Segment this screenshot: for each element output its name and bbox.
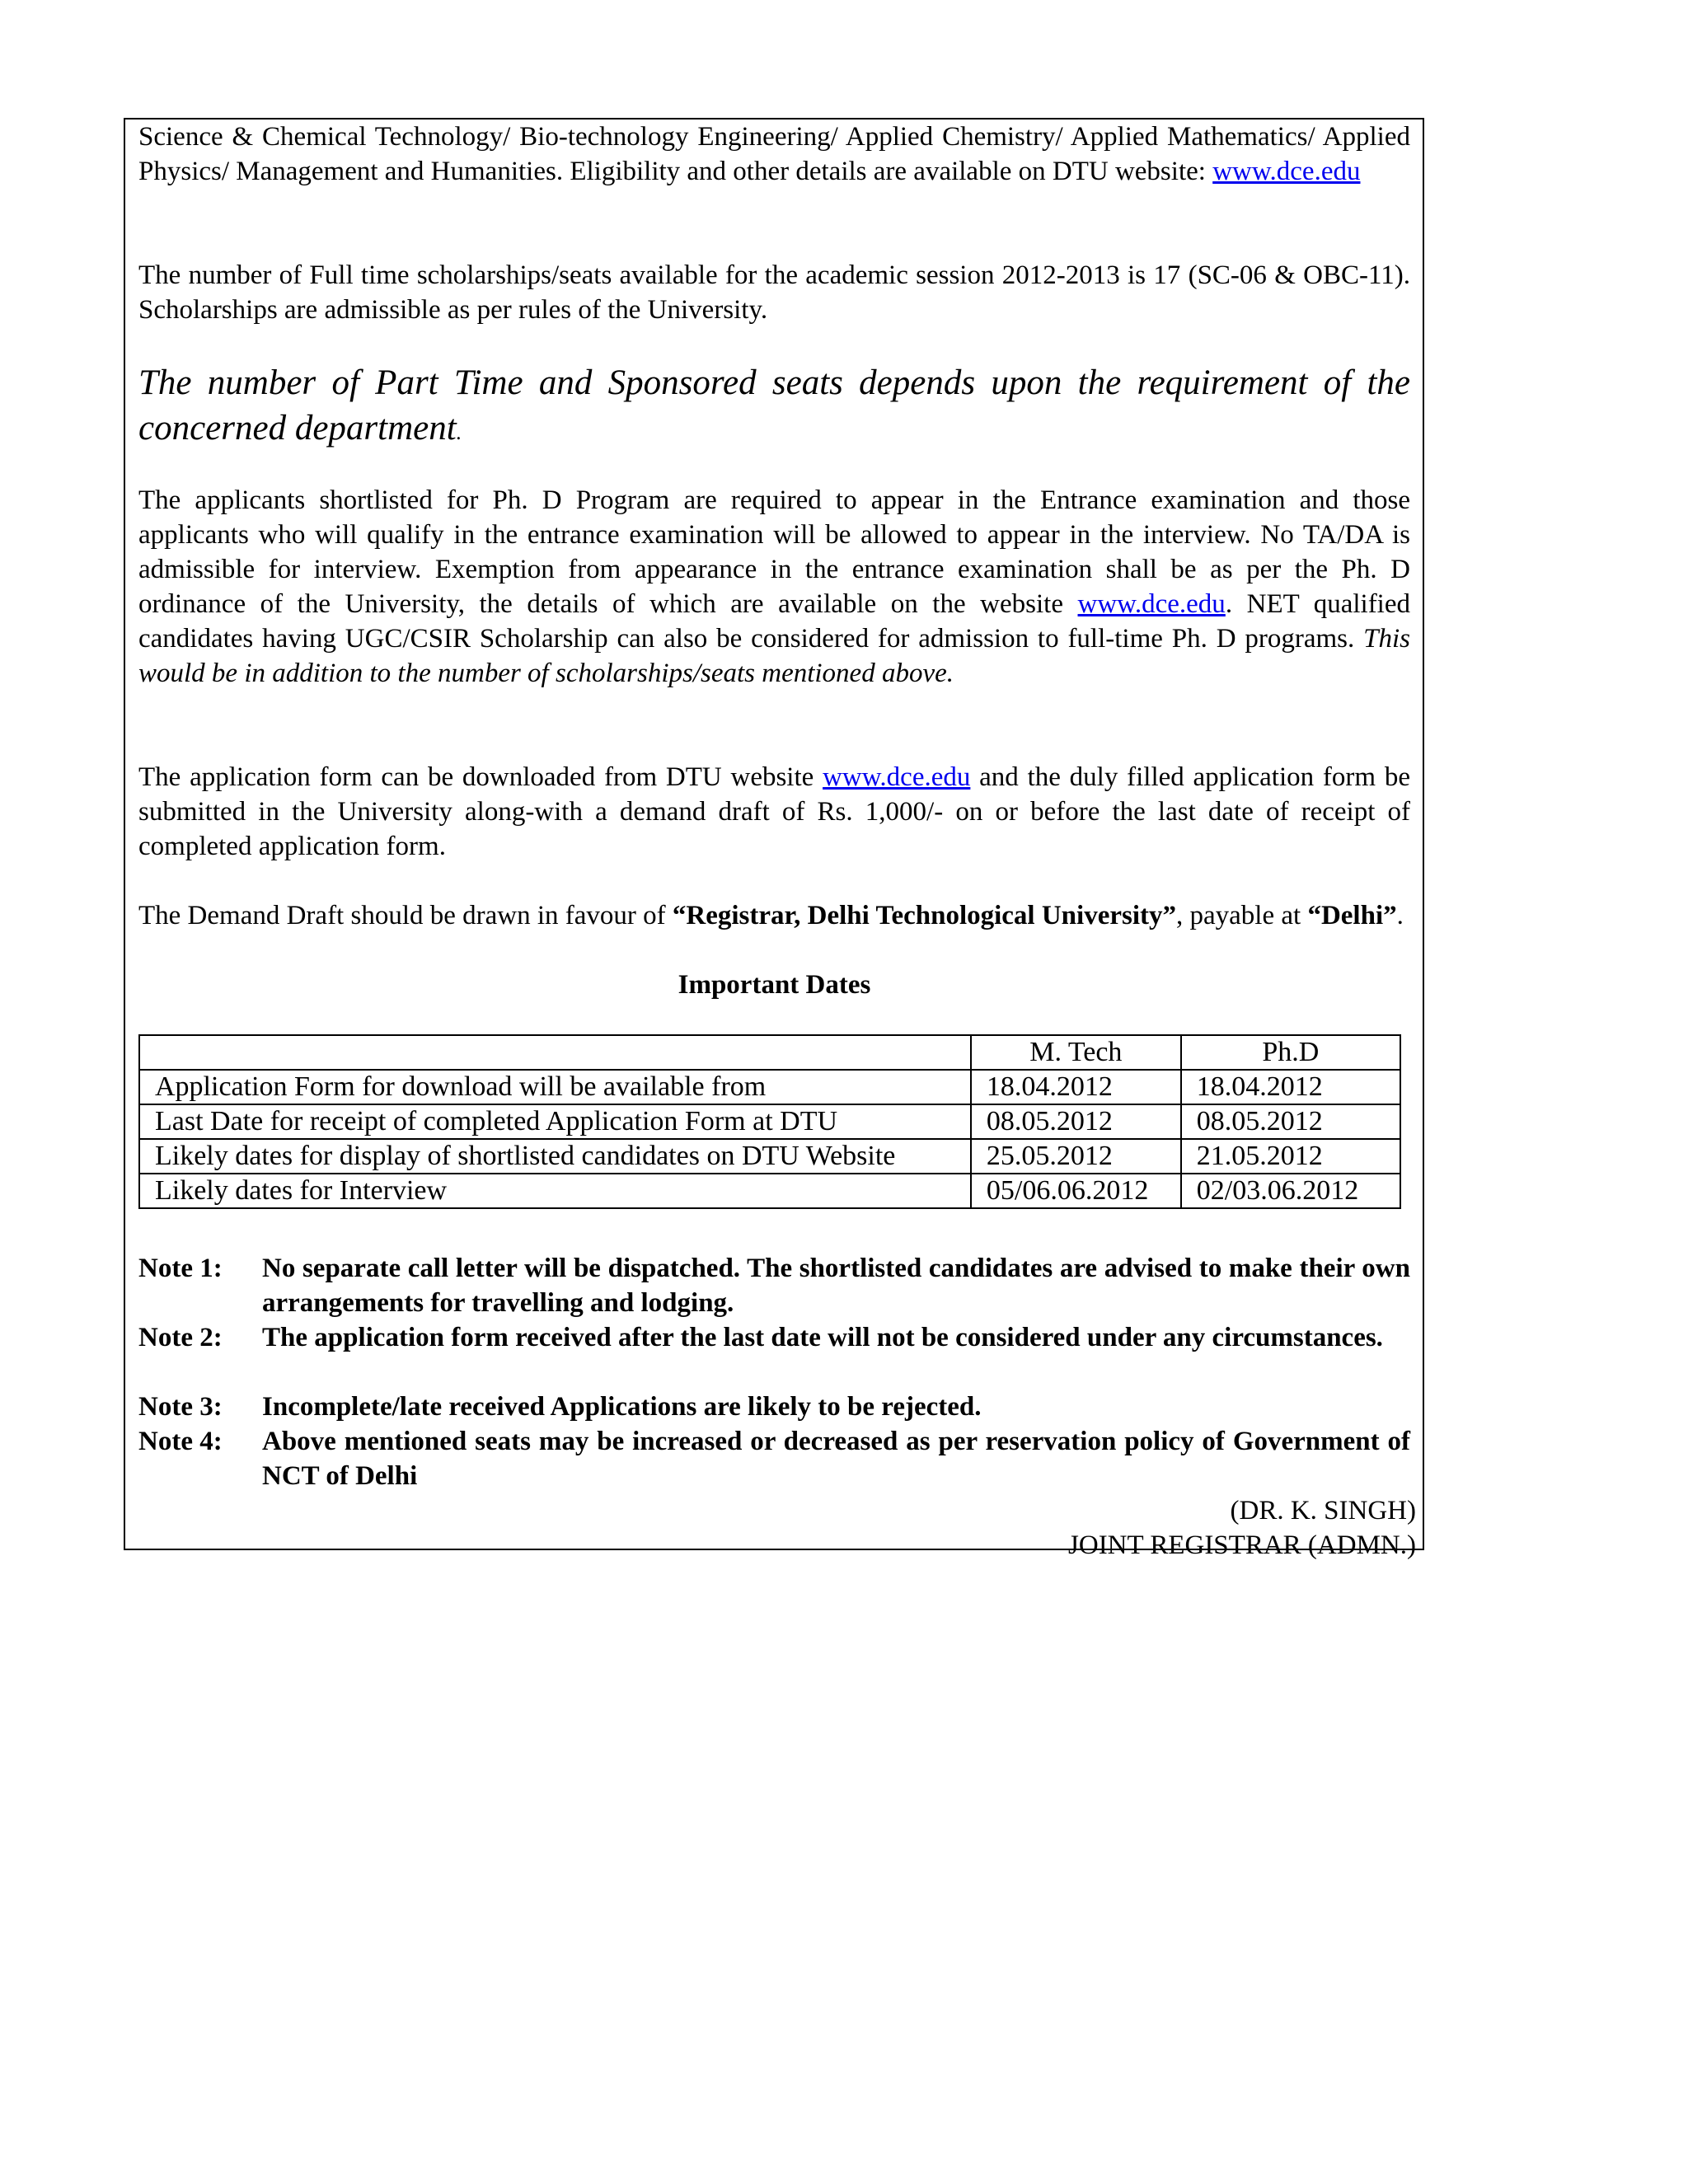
note-4 xyxy=(138,1424,1410,1493)
demand-draft-text: The Demand Draft should be drawn in favour of xyxy=(138,901,673,930)
important-dates-heading: Important Dates xyxy=(678,970,871,1000)
payee-name: “Registrar, Delhi Technological University” xyxy=(672,901,1176,930)
part-time-seats-paragraph xyxy=(138,360,1410,455)
dce-website-link-1[interactable]: www.dce.edu xyxy=(1212,157,1361,186)
table-cell-label: Likely dates for Interview xyxy=(139,1174,971,1208)
note-text: Incomplete/late received Applications are likely to be rejected. xyxy=(262,1392,982,1422)
dce-website-link-2[interactable]: www.dce.edu xyxy=(1077,589,1226,619)
table-cell-phd: 21.05.2012 xyxy=(1181,1139,1400,1174)
note-text: No separate call letter will be dispatched. The shortlisted candidates are advised to make their own arrangements for travelling and lodging. xyxy=(262,1254,1410,1318)
note-label: Note 2: xyxy=(138,1323,223,1352)
part-time-seats-tail: . xyxy=(456,420,462,444)
table-row xyxy=(139,1070,1400,1104)
demand-draft-end: . xyxy=(1396,901,1404,930)
note-3 xyxy=(138,1390,1410,1424)
signatory-name: (DR. K. SINGH) xyxy=(1230,1496,1416,1526)
dce-website-link-3[interactable]: www.dce.edu xyxy=(823,762,971,792)
table-header-row xyxy=(139,1035,1400,1070)
note-text: The application form received after the last date will not be considered under any circumstances. xyxy=(262,1323,1383,1352)
table-cell-phd: 18.04.2012 xyxy=(1181,1070,1400,1104)
entrance-exam-text: The applicants shortlisted for Ph. D Program are required to appear in the Entrance examination and those applicants who will qualify in the entrance examination will be allowed to appear in the interview. No TA/DA is admissible for interview. Exemption from appearance in the entrance examination shall be as per the Ph. D ordinance of the University, the details of which are available on the website xyxy=(138,485,1410,619)
scholarship-paragraph: The number of Full time scholarships/seats available for the academic session 2012-2013 is 17 (SC-06 & OBC-11). Scholarships are admissible as per rules of the University. xyxy=(138,260,1410,325)
table-cell-mtech: 18.04.2012 xyxy=(971,1070,1181,1104)
important-dates-table xyxy=(138,1034,1401,1209)
table-row xyxy=(139,1139,1400,1174)
net-candidates-text: . NET qualified candidates having UGC/CSIR Scholarship can also be considered for admission to full-time Ph. D programs. xyxy=(138,589,1410,654)
entrance-exam-paragraph xyxy=(138,483,1410,691)
table-cell-phd: 02/03.06.2012 xyxy=(1181,1174,1400,1208)
submission-text: and the duly filled application form be submitted in the University along-with a demand draft of Rs. 1,000/- on or before the last date of receipt of completed application form. xyxy=(138,762,1410,861)
application-form-paragraph xyxy=(138,760,1410,864)
part-time-seats-text: The number of Part Time and Sponsored seats depends upon the requirement of the concerned department xyxy=(138,363,1410,448)
table-cell-label: Last Date for receipt of completed Application Form at DTU xyxy=(139,1104,971,1139)
note-label: Note 3: xyxy=(138,1392,223,1422)
note-label: Note 1: xyxy=(138,1254,223,1283)
note-2 xyxy=(138,1320,1410,1355)
table-header-cell: Ph.D xyxy=(1181,1035,1400,1070)
table-cell-mtech: 25.05.2012 xyxy=(971,1139,1181,1174)
signatory-designation: JOINT REGISTRAR (ADMN.) xyxy=(1068,1530,1416,1560)
table-row xyxy=(139,1174,1400,1208)
table-cell-label: Application Form for download will be available from xyxy=(139,1070,971,1104)
note-1 xyxy=(138,1251,1410,1320)
table-cell-mtech: 05/06.06.2012 xyxy=(971,1174,1181,1208)
payable-text: , payable at xyxy=(1176,901,1308,930)
note-label: Note 4: xyxy=(138,1427,223,1456)
table-header-cell: M. Tech xyxy=(971,1035,1181,1070)
payable-place: “Delhi” xyxy=(1307,901,1397,930)
table-cell-phd: 08.05.2012 xyxy=(1181,1104,1400,1139)
table-header-cell xyxy=(139,1035,971,1070)
additional-seats-note: This would be in addition to the number of scholarships/seats mentioned above. xyxy=(138,624,1410,688)
eligibility-text: Science & Chemical Technology/ Bio-technology Engineering/ Applied Chemistry/ Applied Mathematics/ Applied Physics/ Management and Humanities. Eligibility and other details are available on DTU website: xyxy=(138,122,1410,186)
download-text: The application form can be downloaded from DTU website xyxy=(138,762,823,792)
eligibility-paragraph xyxy=(138,120,1410,189)
table-row xyxy=(139,1104,1400,1139)
note-text: Above mentioned seats may be increased or decreased as per reservation policy of Government of NCT of Delhi xyxy=(262,1427,1410,1491)
table-cell-label: Likely dates for display of shortlisted candidates on DTU Website xyxy=(139,1139,971,1174)
table-cell-mtech: 08.05.2012 xyxy=(971,1104,1181,1139)
demand-draft-paragraph xyxy=(138,898,1410,933)
